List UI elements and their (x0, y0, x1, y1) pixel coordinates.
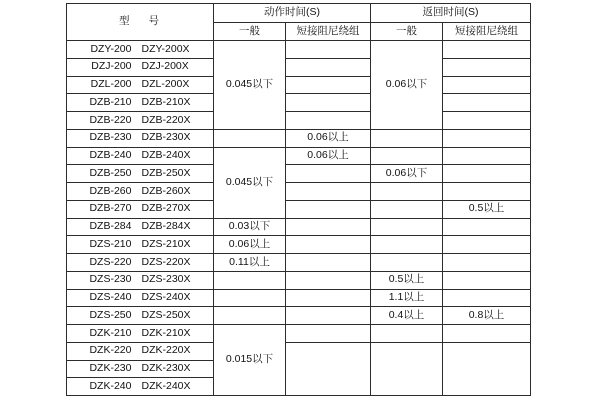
return-general-empty (371, 218, 443, 236)
header-action-time: 动作时间(S) (214, 4, 371, 23)
model-name: DZK-240 (89, 379, 132, 392)
return-damping-empty (443, 112, 531, 130)
model-name: DZK-230X (141, 362, 191, 375)
action-damping-empty (286, 76, 371, 94)
table-header (67, 4, 531, 41)
model-cell (67, 76, 214, 94)
action-general-value: 0.015以下 (214, 325, 286, 396)
model-cell (67, 112, 214, 130)
model-name: DZL-200X (141, 78, 190, 91)
table-row (67, 112, 531, 130)
model-name: DZY-200X (141, 42, 190, 55)
model-name: DZB-220X (141, 113, 191, 126)
action-damping-empty (286, 165, 371, 183)
return-damping-value: 0.8以上 (443, 307, 531, 325)
table-row (67, 76, 531, 94)
header-action-general: 一般 (214, 23, 286, 41)
return-general-value: 0.06以下 (371, 165, 443, 183)
spec-table (66, 3, 531, 396)
model-name: DZB-240 (89, 149, 132, 162)
model-name: DZB-284X (141, 220, 191, 233)
action-damping-empty (286, 58, 371, 76)
model-name: DZK-240X (141, 379, 191, 392)
model-name: DZS-210 (89, 237, 132, 250)
return-damping-empty (443, 58, 531, 76)
model-cell (67, 58, 214, 76)
model-name: DZL-200 (90, 78, 132, 91)
return-damping-empty (443, 147, 531, 165)
return-general-empty (371, 129, 443, 147)
return-general-empty (371, 254, 443, 272)
model-name: DZB-284 (89, 220, 132, 233)
return-damping-empty (443, 236, 531, 254)
action-general-value: 0.045以下 (214, 147, 286, 218)
header-model: 型 号 (67, 4, 214, 41)
action-damping-empty (286, 271, 371, 289)
action-damping-empty (286, 41, 371, 59)
action-damping-value: 0.06以上 (286, 147, 371, 165)
action-damping-empty (286, 307, 371, 325)
model-cell (67, 342, 214, 360)
model-cell (67, 183, 214, 201)
action-general-value: 0.03以下 (214, 218, 286, 236)
action-general-empty (214, 129, 286, 147)
header-return-time: 返回时间(S) (371, 4, 531, 23)
model-name: DZB-260X (141, 184, 191, 197)
header-return-general: 一般 (371, 23, 443, 41)
table-row (67, 129, 531, 147)
return-general-empty (371, 325, 443, 343)
return-damping-empty (443, 165, 531, 183)
table-row (67, 218, 531, 236)
action-damping-empty (286, 183, 371, 201)
return-damping-empty (443, 271, 531, 289)
model-name: DZB-230 (89, 131, 132, 144)
return-damping-empty (443, 289, 531, 307)
model-name: DZB-270 (89, 202, 132, 215)
model-cell (67, 218, 214, 236)
model-name: DZS-250 (89, 308, 132, 321)
model-name: DZS-240X (141, 291, 191, 304)
model-cell (67, 289, 214, 307)
table-row (67, 271, 531, 289)
return-damping-empty (443, 254, 531, 272)
model-name: DZK-220X (141, 344, 191, 357)
model-name: DZS-250X (141, 308, 191, 321)
action-damping-empty (286, 218, 371, 236)
model-cell (67, 236, 214, 254)
action-damping-empty (286, 342, 371, 395)
model-name: DZS-240 (89, 291, 132, 304)
model-cell (67, 271, 214, 289)
return-general-empty (371, 342, 443, 395)
return-general-value: 0.5以上 (371, 271, 443, 289)
return-damping-empty (443, 94, 531, 112)
model-cell (67, 200, 214, 218)
action-damping-empty (286, 289, 371, 307)
return-damping-empty (443, 41, 531, 59)
action-general-empty (214, 289, 286, 307)
table-row (67, 58, 531, 76)
return-general-value: 0.4以上 (371, 307, 443, 325)
model-name: DZB-210 (89, 95, 132, 108)
model-name: DZS-220 (89, 255, 132, 268)
return-general-value: 0.06以下 (371, 41, 443, 130)
model-name: DZK-220 (89, 344, 132, 357)
model-name: DZY-200 (90, 42, 132, 55)
model-name: DZJ-200X (141, 60, 189, 73)
model-name: DZB-230X (141, 131, 191, 144)
model-cell (67, 325, 214, 343)
model-cell (67, 378, 214, 396)
model-name: DZS-230 (89, 273, 132, 286)
return-general-empty (371, 236, 443, 254)
table-row (67, 342, 531, 360)
table-row (67, 307, 531, 325)
table-row (67, 147, 531, 165)
action-general-empty (214, 271, 286, 289)
action-damping-empty (286, 94, 371, 112)
return-damping-empty (443, 76, 531, 94)
return-general-value: 1.1以上 (371, 289, 443, 307)
return-damping-empty (443, 129, 531, 147)
table-row (67, 165, 531, 183)
table-row (67, 289, 531, 307)
model-name: DZK-210X (141, 326, 191, 339)
model-name: DZB-240X (141, 149, 191, 162)
table-row (67, 94, 531, 112)
action-damping-empty (286, 200, 371, 218)
model-name: DZB-260 (89, 184, 132, 197)
return-general-empty (371, 200, 443, 218)
action-general-empty (214, 307, 286, 325)
model-cell (67, 165, 214, 183)
model-name: DZS-230X (141, 273, 191, 286)
model-name: DZB-250 (89, 166, 132, 179)
table-row (67, 41, 531, 59)
model-cell (67, 147, 214, 165)
header-return-damping: 短接阻尼绕组 (443, 23, 531, 41)
model-cell (67, 307, 214, 325)
model-name: DZK-230 (89, 362, 132, 375)
action-damping-empty (286, 325, 371, 343)
return-damping-empty (443, 342, 531, 395)
model-cell (67, 94, 214, 112)
model-cell (67, 360, 214, 378)
action-damping-empty (286, 112, 371, 130)
model-name: DZB-210X (141, 95, 191, 108)
return-general-empty (371, 147, 443, 165)
table-row (67, 325, 531, 343)
model-name: DZS-210X (141, 237, 191, 250)
return-damping-empty (443, 183, 531, 201)
action-general-value: 0.11以上 (214, 254, 286, 272)
model-name: DZK-210 (89, 326, 132, 339)
header-action-damping: 短接阻尼绕组 (286, 23, 371, 41)
table-row (67, 236, 531, 254)
return-damping-empty (443, 218, 531, 236)
table-row (67, 183, 531, 201)
model-name: DZB-220 (89, 113, 132, 126)
action-general-value: 0.045以下 (214, 41, 286, 130)
table-row (67, 254, 531, 272)
action-damping-value: 0.06以上 (286, 129, 371, 147)
return-general-empty (371, 183, 443, 201)
model-name: DZJ-200 (91, 60, 132, 73)
model-name: DZB-250X (141, 166, 191, 179)
return-damping-value: 0.5以上 (443, 200, 531, 218)
return-damping-empty (443, 325, 531, 343)
model-cell (67, 254, 214, 272)
model-cell (67, 41, 214, 59)
model-cell (67, 129, 214, 147)
table-row (67, 200, 531, 218)
action-damping-empty (286, 236, 371, 254)
model-name: DZS-220X (141, 255, 191, 268)
action-general-value: 0.06以上 (214, 236, 286, 254)
action-damping-empty (286, 254, 371, 272)
model-name: DZB-270X (141, 202, 191, 215)
